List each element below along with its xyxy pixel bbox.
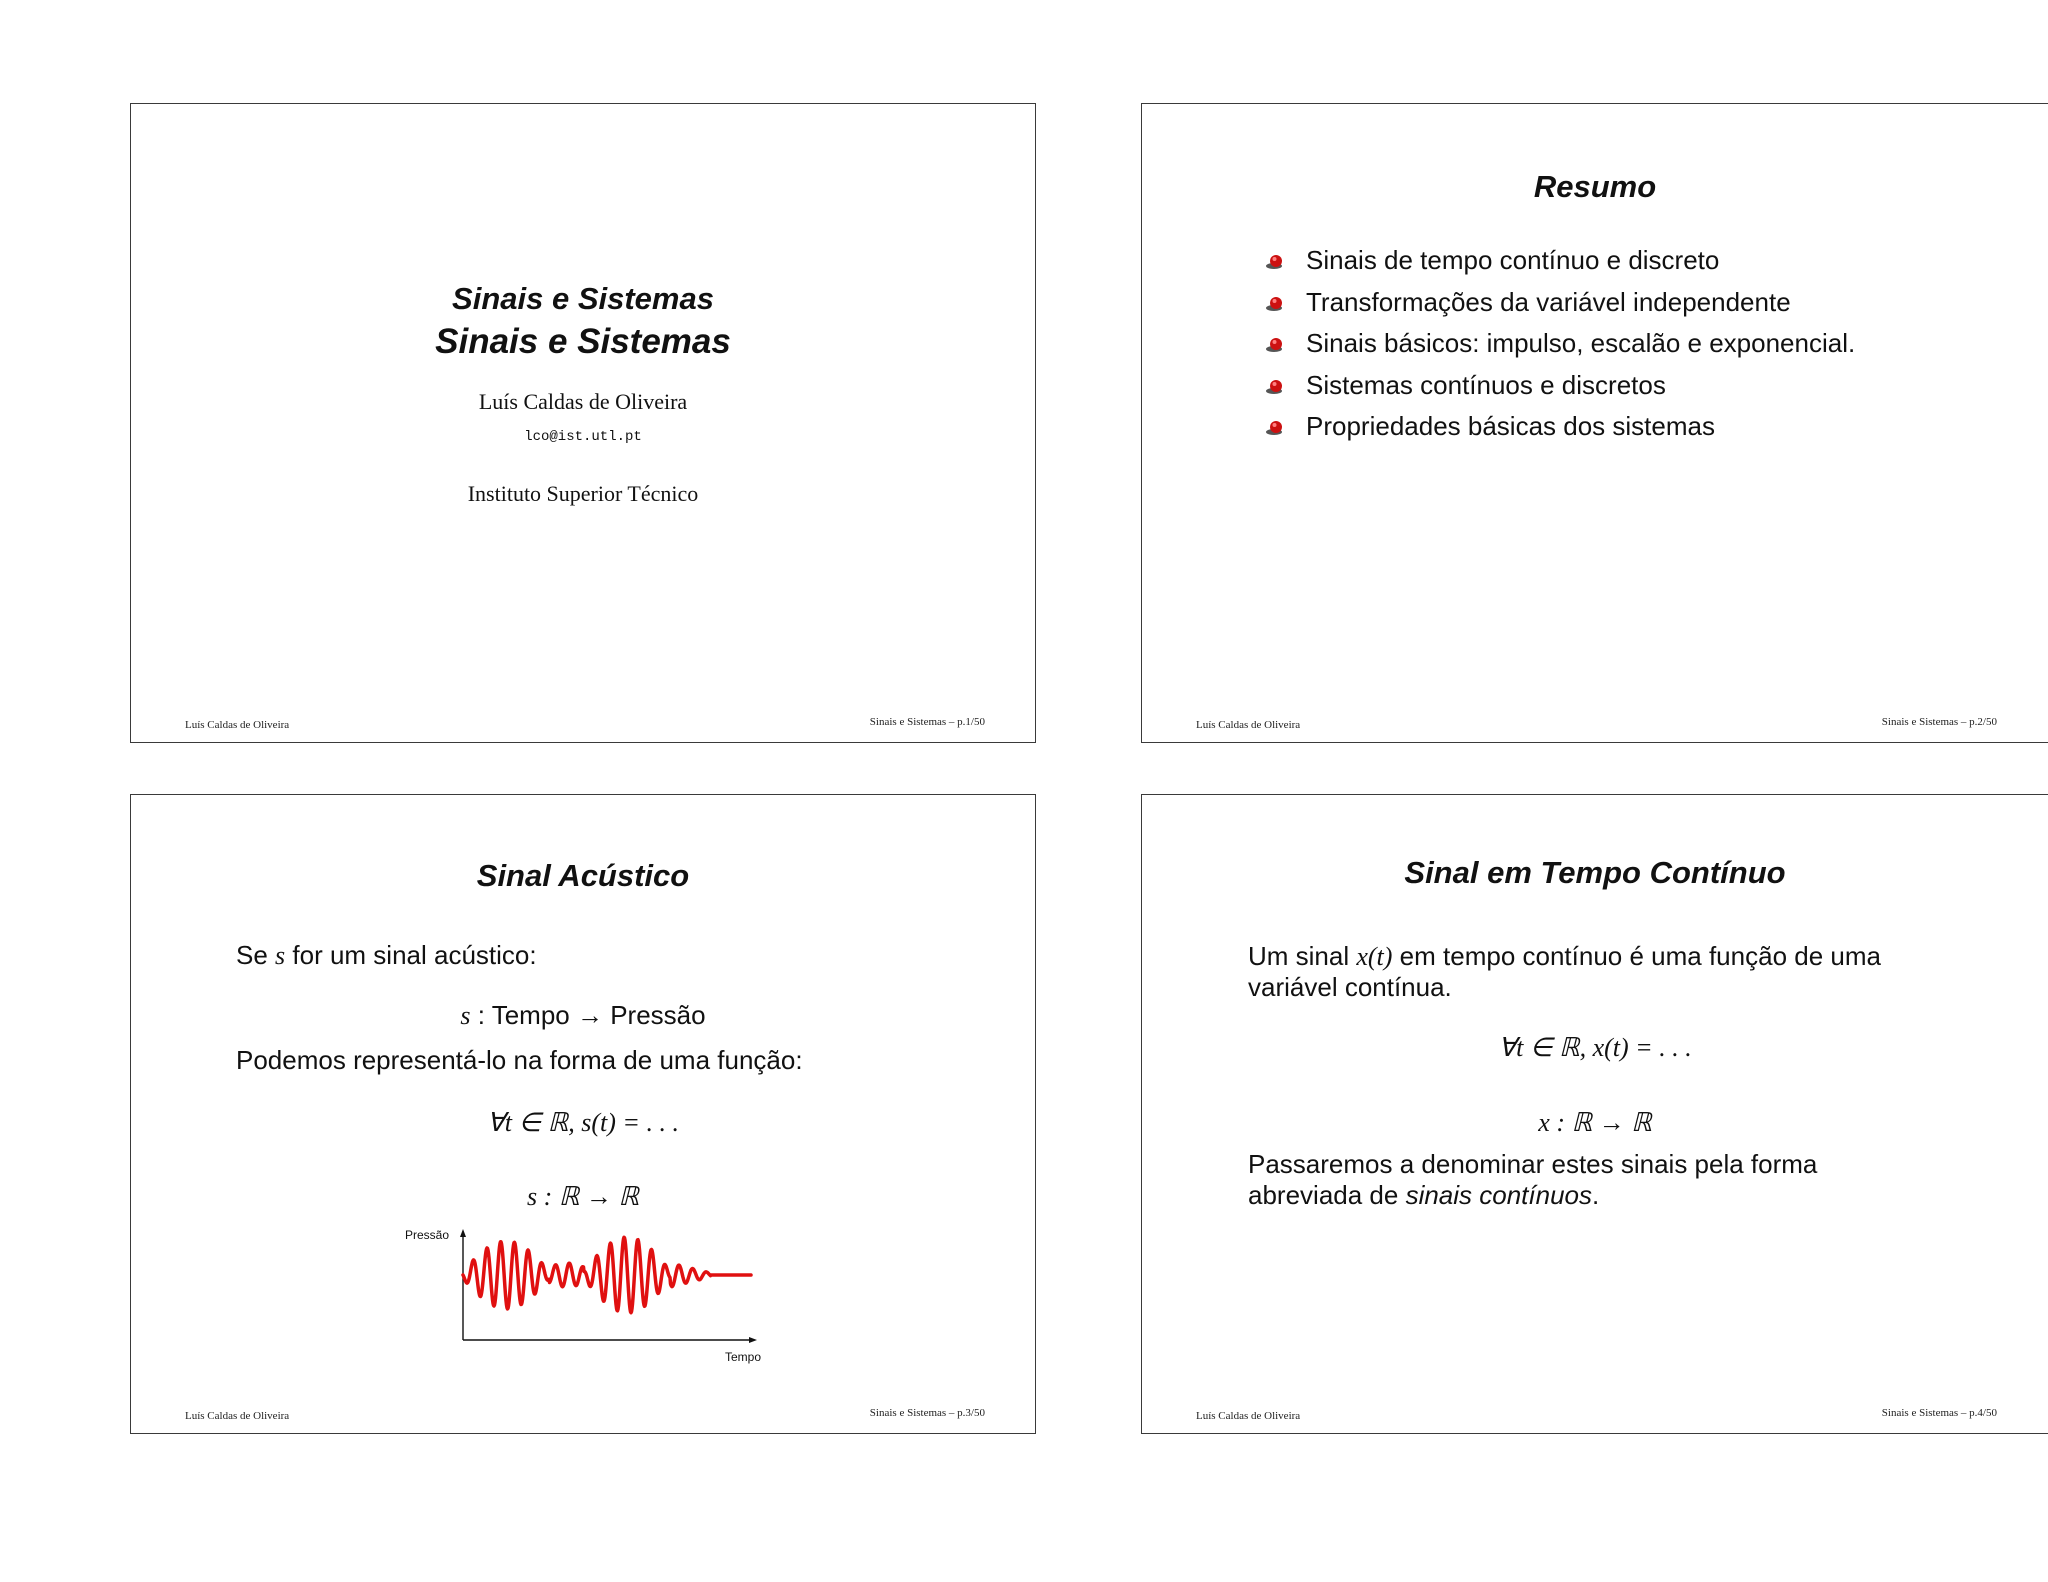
text: for um sinal acústico: xyxy=(285,940,537,970)
signal-waveform xyxy=(463,1237,751,1312)
slide-2 xyxy=(1141,103,2048,743)
formula-forall: ∀t ∈ ℝ, x(t) = . . . xyxy=(1498,1033,1692,1062)
ball-bullet-icon xyxy=(1266,296,1284,312)
list-item-text: Sinais de tempo contínuo e discreto xyxy=(1306,245,1720,275)
slide-1 xyxy=(130,103,1036,743)
list-item-text: Sinais básicos: impulso, escalão e exponencial. xyxy=(1306,328,1856,358)
text: Passaremos a denominar estes sinais pela forma xyxy=(1248,1149,1818,1179)
text: Se xyxy=(236,940,276,970)
mapping-line xyxy=(131,1000,1035,1031)
variable: s xyxy=(460,1001,471,1030)
text: abreviada de xyxy=(1248,1180,1406,1210)
acoustic-signal-plot xyxy=(451,1225,771,1350)
list-item-text: Propriedades básicas dos sistemas xyxy=(1306,411,1715,441)
variable: s xyxy=(275,941,286,970)
slide-title: Sinal Acústico xyxy=(476,858,690,893)
footer-page: Sinais e Sistemas – p.2/50 xyxy=(1881,716,1997,728)
title-large: Sinais e Sistemas xyxy=(435,322,731,361)
slide-3 xyxy=(130,794,1036,1434)
x-axis-arrow-icon xyxy=(749,1337,757,1343)
ball-bullet-icon xyxy=(1266,420,1284,436)
y-axis-arrow-icon xyxy=(460,1229,466,1237)
list-item xyxy=(1264,244,1855,286)
author-name: Luís Caldas de Oliveira xyxy=(478,389,688,414)
footer-author: Luís Caldas de Oliveira xyxy=(185,719,290,731)
footer-page: Sinais e Sistemas – p.3/50 xyxy=(869,1407,985,1419)
variable: x(t) xyxy=(1356,942,1393,971)
plot-x-label: Tempo xyxy=(725,1350,762,1364)
emphasis: sinais contínuos xyxy=(1405,1180,1593,1210)
slide-title: Sinal em Tempo Contínuo xyxy=(1404,855,1786,890)
definition-paragraph xyxy=(1248,941,1881,1003)
footer-page: Sinais e Sistemas – p.1/50 xyxy=(869,716,985,728)
naming-paragraph xyxy=(1248,1149,1817,1211)
ball-bullet-icon xyxy=(1266,379,1284,395)
list-item-text: Transformações da variável independente xyxy=(1306,286,1791,317)
formula-forall: ∀t ∈ ℝ, s(t) = . . . xyxy=(487,1108,679,1137)
slide-4 xyxy=(1141,794,2048,1434)
text: Um sinal xyxy=(1248,941,1357,971)
intro-line xyxy=(236,940,537,971)
formula-mapping: x : ℝ → ℝ xyxy=(1538,1108,1652,1137)
footer-author: Luís Caldas de Oliveira xyxy=(185,1410,290,1422)
function-line: Podemos representá-lo na forma de uma função: xyxy=(236,1045,803,1075)
plot-y-label: Pressão xyxy=(405,1228,450,1242)
author-email: lco@ist.utl.pt xyxy=(524,429,642,445)
text: em tempo contínuo é uma função de uma xyxy=(1392,941,1881,971)
institution: Instituto Superior Técnico xyxy=(467,481,699,506)
footer-page: Sinais e Sistemas – p.4/50 xyxy=(1881,1407,1997,1419)
ball-bullet-icon xyxy=(1266,254,1284,270)
footer-author: Luís Caldas de Oliveira xyxy=(1196,719,1301,731)
list-item-text: Sistemas contínuos e discretos xyxy=(1306,369,1666,400)
list-item xyxy=(1264,369,1855,411)
text: : Tempo → Pressão xyxy=(470,1000,706,1030)
text: . xyxy=(1592,1180,1600,1210)
slide-title: Resumo xyxy=(1533,169,1657,204)
ball-bullet-icon xyxy=(1266,337,1284,353)
list-item xyxy=(1264,327,1855,369)
formula-mapping: s : ℝ → ℝ xyxy=(527,1182,639,1211)
text: variável contínua. xyxy=(1248,972,1452,1002)
list-item xyxy=(1264,410,1855,452)
footer-author: Luís Caldas de Oliveira xyxy=(1196,1410,1301,1422)
title-small: Sinais e Sistemas xyxy=(452,281,714,316)
summary-list xyxy=(1264,244,1855,452)
list-item xyxy=(1264,286,1855,328)
